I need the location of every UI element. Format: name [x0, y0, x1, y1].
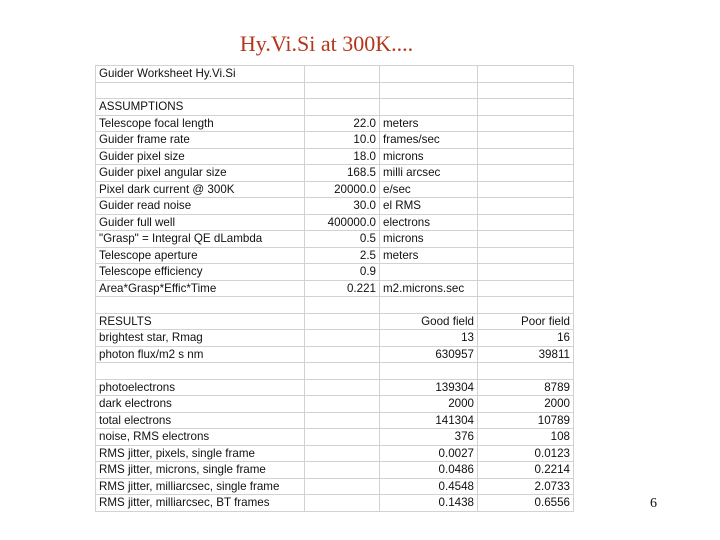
assumption-value: 0.5 — [305, 231, 380, 248]
result-label: RMS jitter, pixels, single frame — [96, 445, 305, 462]
result-label: RMS jitter, milliarcsec, single frame — [96, 478, 305, 495]
good-field-value: 376 — [380, 429, 478, 446]
assumption-label: Telescope focal length — [96, 115, 305, 132]
poor-field-value: 0.2214 — [478, 462, 574, 479]
good-field-value: 2000 — [380, 396, 478, 413]
assumption-row — [96, 181, 574, 198]
assumption-row — [96, 165, 574, 182]
assumption-row — [96, 264, 574, 281]
assumption-row — [96, 198, 574, 215]
assumption-value: 0.221 — [305, 280, 380, 297]
good-field-value: 0.1438 — [380, 495, 478, 512]
assumption-unit: microns — [380, 231, 478, 248]
assumption-value: 400000.0 — [305, 214, 380, 231]
assumption-value: 0.9 — [305, 264, 380, 281]
assumption-label: "Grasp" = Integral QE dLambda — [96, 231, 305, 248]
assumption-row — [96, 231, 574, 248]
assumption-unit: frames/sec — [380, 132, 478, 149]
assumption-value: 20000.0 — [305, 181, 380, 198]
result-row — [96, 412, 574, 429]
assumption-value: 2.5 — [305, 247, 380, 264]
assumption-label: Telescope aperture — [96, 247, 305, 264]
result-row — [96, 379, 574, 396]
result-label: RMS jitter, microns, single frame — [96, 462, 305, 479]
result-label: photon flux/m2 s nm — [96, 346, 305, 363]
good-field-value: 13 — [380, 330, 478, 347]
assumption-value: 30.0 — [305, 198, 380, 215]
assumption-unit — [380, 264, 478, 281]
assumption-row — [96, 132, 574, 149]
poor-field-value: 0.6556 — [478, 495, 574, 512]
blank-row — [96, 297, 574, 314]
empty-cell — [380, 66, 478, 83]
result-row — [96, 478, 574, 495]
assumption-unit: meters — [380, 247, 478, 264]
result-row — [96, 445, 574, 462]
worksheet-heading: Guider Worksheet Hy.Vi.Si — [96, 66, 305, 83]
assumption-label: Area*Grasp*Effic*Time — [96, 280, 305, 297]
assumption-label: Guider read noise — [96, 198, 305, 215]
good-field-value: 141304 — [380, 412, 478, 429]
slide-title: Hy.Vi.Si at 300K.... — [239, 31, 414, 56]
assumption-unit: el RMS — [380, 198, 478, 215]
guider-worksheet — [95, 65, 574, 512]
result-label: noise, RMS electrons — [96, 429, 305, 446]
empty-cell — [478, 66, 574, 83]
page-number: 6 — [650, 496, 657, 511]
empty-cell — [305, 66, 380, 83]
result-row — [96, 330, 574, 347]
assumption-label: Telescope efficiency — [96, 264, 305, 281]
assumption-label: Pixel dark current @ 300K — [96, 181, 305, 198]
result-label: brightest star, Rmag — [96, 330, 305, 347]
assumption-unit: electrons — [380, 214, 478, 231]
assumption-label: Guider frame rate — [96, 132, 305, 149]
poor-field-value: 108 — [478, 429, 574, 446]
assumptions-header-row — [96, 99, 574, 116]
poor-field-value: 8789 — [478, 379, 574, 396]
assumption-unit: milli arcsec — [380, 165, 478, 182]
result-label: RMS jitter, milliarcsec, BT frames — [96, 495, 305, 512]
assumption-unit: meters — [380, 115, 478, 132]
assumption-label: Guider full well — [96, 214, 305, 231]
assumption-unit: microns — [380, 148, 478, 165]
assumption-row — [96, 214, 574, 231]
good-field-value: 630957 — [380, 346, 478, 363]
assumption-row — [96, 115, 574, 132]
assumption-label: Guider pixel angular size — [96, 165, 305, 182]
good-field-value: 0.4548 — [380, 478, 478, 495]
assumption-unit: e/sec — [380, 181, 478, 198]
result-label: total electrons — [96, 412, 305, 429]
blank-row — [96, 363, 574, 380]
good-field-header: Good field — [380, 313, 478, 330]
results-header-row — [96, 313, 574, 330]
result-row — [96, 346, 574, 363]
assumption-value: 18.0 — [305, 148, 380, 165]
result-row — [96, 429, 574, 446]
poor-field-value: 2.0733 — [478, 478, 574, 495]
assumption-value: 10.0 — [305, 132, 380, 149]
good-field-value: 0.0027 — [380, 445, 478, 462]
assumption-row — [96, 280, 574, 297]
result-row — [96, 462, 574, 479]
assumption-row — [96, 148, 574, 165]
poor-field-value: 10789 — [478, 412, 574, 429]
result-label: dark electrons — [96, 396, 305, 413]
assumption-row — [96, 247, 574, 264]
good-field-value: 0.0486 — [380, 462, 478, 479]
assumption-label: Guider pixel size — [96, 148, 305, 165]
results-label: RESULTS — [96, 313, 305, 330]
worksheet-table — [95, 65, 574, 512]
assumption-value: 22.0 — [305, 115, 380, 132]
poor-field-header: Poor field — [478, 313, 574, 330]
poor-field-value: 0.0123 — [478, 445, 574, 462]
poor-field-value: 16 — [478, 330, 574, 347]
assumption-value: 168.5 — [305, 165, 380, 182]
result-row — [96, 495, 574, 512]
worksheet-heading-row — [96, 66, 574, 83]
result-label: photoelectrons — [96, 379, 305, 396]
poor-field-value: 39811 — [478, 346, 574, 363]
assumption-unit: m2.microns.sec — [380, 280, 478, 297]
blank-row — [96, 82, 574, 99]
good-field-value: 139304 — [380, 379, 478, 396]
poor-field-value: 2000 — [478, 396, 574, 413]
result-row — [96, 396, 574, 413]
assumptions-label: ASSUMPTIONS — [96, 99, 305, 116]
